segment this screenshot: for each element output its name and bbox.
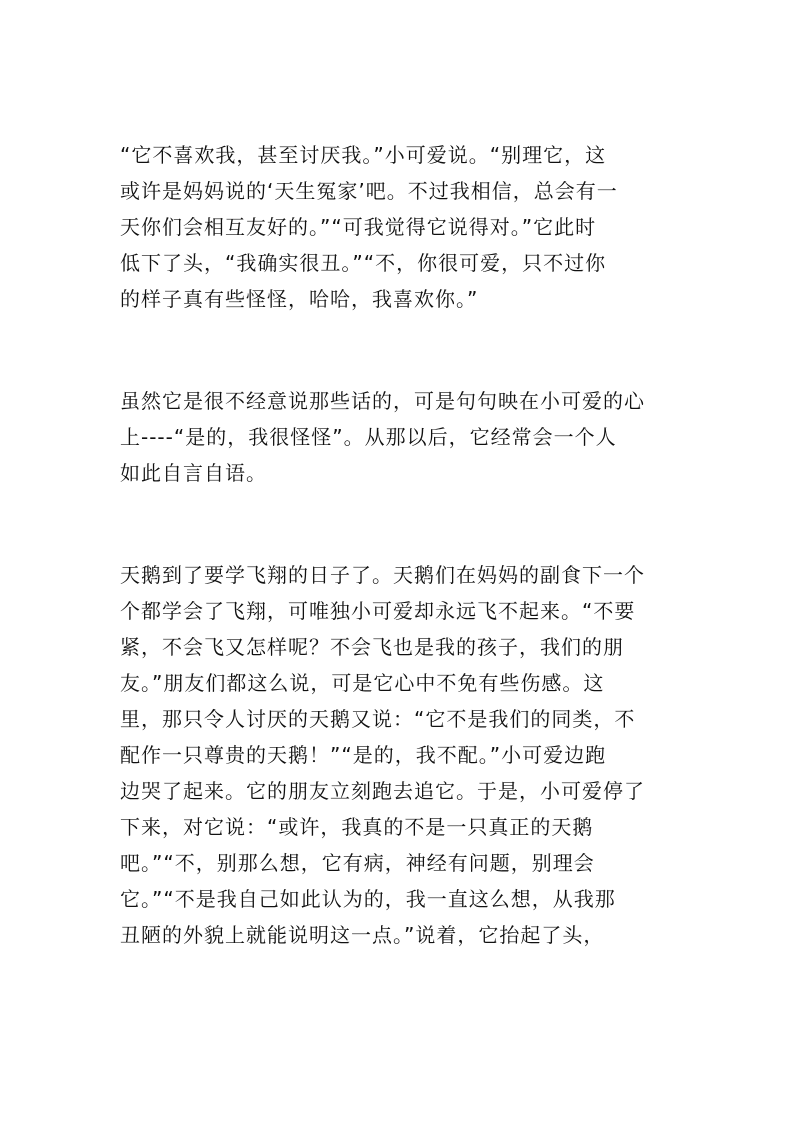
paragraph-line: 上----“是的，我很怪怪”。从那以后，它经常会一个人 [120,425,617,449]
paragraph-line: 紧，不会飞又怎样呢？不会飞也是我的孩子，我们的朋 [120,635,624,659]
paragraph-line: 里，那只令人讨厌的天鹅又说：“它不是我们的同类，不 [120,707,636,731]
paragraph-line: 或许是妈妈说的‘天生冤家’吧。不过我相信，总会有一 [120,179,618,203]
paragraph-line: 的样子真有些怪怪，哈哈，我喜欢你。” [120,287,479,311]
paragraph-line: 下来，对它说：“或许，我真的不是一只真正的天鹅 [120,815,594,839]
paragraph-line: 丑陋的外貌上就能说明这一点。”说着，它抬起了头， [120,923,605,947]
paragraph-line: 吧。”“不，别那么想，它有病，神经有问题，别理会 [120,851,595,875]
paragraph-line: 天你们会相互友好的。”“可我觉得它说得对。”它此时 [120,215,597,239]
paragraph-line: 虽然它是很不经意说那些话的，可是句句映在小可爱的心 [120,389,645,413]
paragraph-3 [120,557,645,953]
paragraph-line: 边哭了起来。它的朋友立刻跑去追它。于是，小可爱停了 [120,779,645,803]
paragraph-2 [120,383,645,491]
paragraph-1 [120,137,618,317]
paragraph-line: “它不喜欢我，甚至讨厌我。”小可爱说。“别理它，这 [120,143,607,167]
paragraph-line: 它。”“不是我自己如此认为的，我一直这么想，从我那 [120,887,616,911]
paragraph-line: 低下了头，“我确实很丑。”“不，你很可爱，只不过你 [120,251,607,275]
paragraph-line: 配作一只尊贵的天鹅！”“是的，我不配。”小可爱边跑 [120,743,607,767]
paragraph-line: 个都学会了飞翔，可唯独小可爱却永远飞不起来。“不要 [120,599,636,623]
paragraph-line: 天鹅到了要学飞翔的日子了。天鹅们在妈妈的副食下一个 [120,563,645,587]
paragraph-line: 友。”朋友们都这么说，可是它心中不免有些伤感。这 [120,671,605,695]
paragraph-line: 如此自言自语。 [120,461,267,485]
